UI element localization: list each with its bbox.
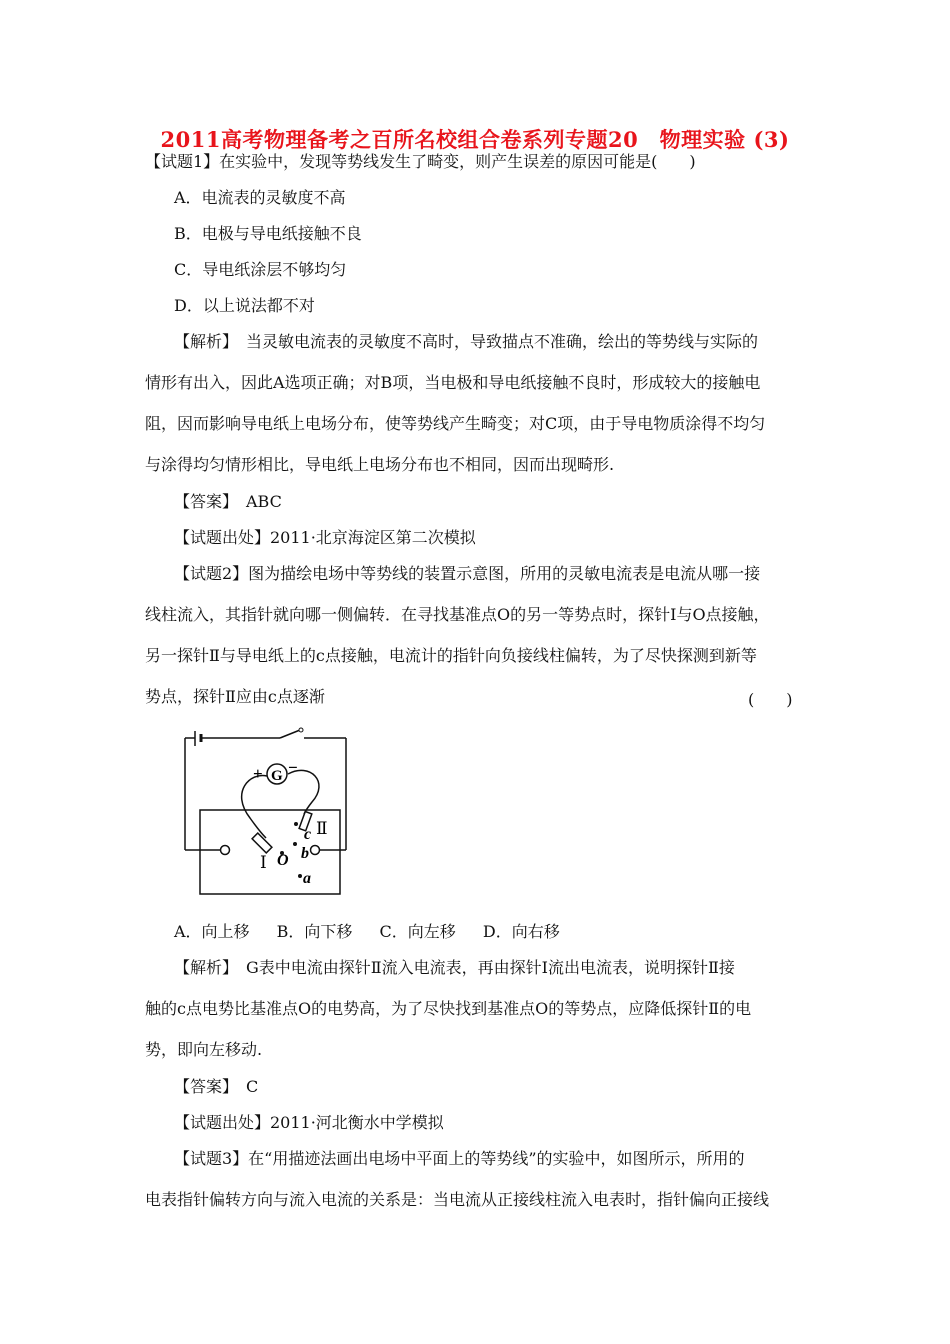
q3-stem-line: 电表指针偏转方向与流入电流的关系是：当电流从正接线柱流入电表时，指针偏向正接线 bbox=[145, 1190, 770, 1209]
q2-answer: 【答案】 C bbox=[174, 1077, 259, 1096]
plus-terminal-label: + bbox=[253, 764, 263, 783]
q1-analysis-line: 情形有出入，因此A选项正确；对B项，当电极和导电纸接触不良时，形成较大的接触电 bbox=[145, 373, 761, 392]
probe-1-lead bbox=[242, 775, 267, 838]
q1-option-d: D．以上说法都不对 bbox=[174, 296, 315, 315]
q3-stem-line: 【试题3】在“用描迹法画出电场中平面上的等势线”的实验中，如图所示，所用的 bbox=[174, 1149, 745, 1168]
q1-stem: 【试题1】在实验中，发现等势线发生了畸变，则产生误差的原因可能是( ) bbox=[145, 152, 696, 171]
q2-option-c: C．向左移 bbox=[379, 922, 456, 941]
page-title: 2011高考物理备考之百所名校组合卷系列专题20 物理实验 (3) bbox=[160, 127, 790, 152]
q2-analysis-line: 势，即向左移动. bbox=[145, 1040, 263, 1059]
point-o-label: O bbox=[277, 852, 289, 869]
probe-2-label: Ⅱ bbox=[316, 819, 328, 838]
q2-analysis-line: 【解析】 G表中电流由探针Ⅱ流入电流表，再由探针Ⅰ流出电流表，说明探针Ⅱ接 bbox=[174, 958, 735, 977]
circuit-diagram bbox=[180, 722, 355, 897]
answer-paren: ( ) bbox=[748, 690, 793, 709]
minus-terminal-label: − bbox=[288, 758, 298, 777]
q2-stem-line: 势点，探针Ⅱ应由c点逐渐 bbox=[145, 687, 325, 706]
q2-source: 【试题出处】2011·河北衡水中学模拟 bbox=[174, 1113, 444, 1132]
q2-option-b: B．向下移 bbox=[276, 922, 353, 941]
point-a-dot bbox=[298, 874, 302, 878]
q1-option-b: B．电极与导电纸接触不良 bbox=[174, 224, 362, 243]
switch-contact bbox=[299, 728, 303, 732]
q1-answer: 【答案】 ABC bbox=[174, 492, 282, 511]
left-electrode bbox=[221, 846, 230, 855]
q2-stem-line: 线柱流入，其指针就向哪一侧偏转．在寻找基准点O的另一等势点时，探针Ⅰ与O点接触， bbox=[145, 605, 770, 624]
q1-option-a: A．电流表的灵敏度不高 bbox=[174, 188, 346, 207]
q2-stem-line: 另一探针Ⅱ与导电纸上的c点接触，电流计的指针向负接线柱偏转，为了尽快探测到新等 bbox=[145, 646, 757, 665]
q2-stem-line: 【试题2】图为描绘电场中等势线的装置示意图，所用的灵敏电流表是电流从哪一接 bbox=[174, 564, 761, 583]
q1-analysis-line: 阻，因而影响导电纸上电场分布，使等势线产生畸变；对C项，由于导电物质涂得不均匀 bbox=[145, 414, 766, 433]
q1-source: 【试题出处】2011·北京海淀区第二次模拟 bbox=[174, 528, 476, 547]
q1-option-c: C．导电纸涂层不够均匀 bbox=[174, 260, 347, 279]
probe-1 bbox=[252, 833, 272, 853]
point-b-label: b bbox=[301, 845, 309, 862]
q2-option-a: A．向上移 bbox=[174, 922, 250, 941]
q1-analysis-line: 与涂得均匀情形相比，导电纸上电场分布也不相同，因而出现畸形. bbox=[145, 455, 615, 474]
switch-blade bbox=[280, 730, 300, 738]
point-c-dot bbox=[294, 822, 298, 826]
q1-analysis-line: 【解析】 当灵敏电流表的灵敏度不高时，导致描点不准确，绘出的等势线与实际的 bbox=[174, 332, 759, 351]
galvanometer-label: G bbox=[271, 768, 283, 784]
point-b-dot bbox=[293, 842, 297, 846]
point-a-label: a bbox=[303, 870, 311, 887]
point-c-label: c bbox=[304, 826, 312, 843]
q2-analysis-line: 触的c点电势比基准点O的电势高，为了尽快找到基准点O的等势点，应降低探针Ⅱ的电 bbox=[145, 999, 752, 1018]
q2-option-d: D．向右移 bbox=[482, 922, 560, 941]
right-electrode bbox=[311, 846, 320, 855]
probe-1-label: Ⅰ bbox=[260, 853, 267, 872]
q2-options bbox=[174, 922, 582, 942]
